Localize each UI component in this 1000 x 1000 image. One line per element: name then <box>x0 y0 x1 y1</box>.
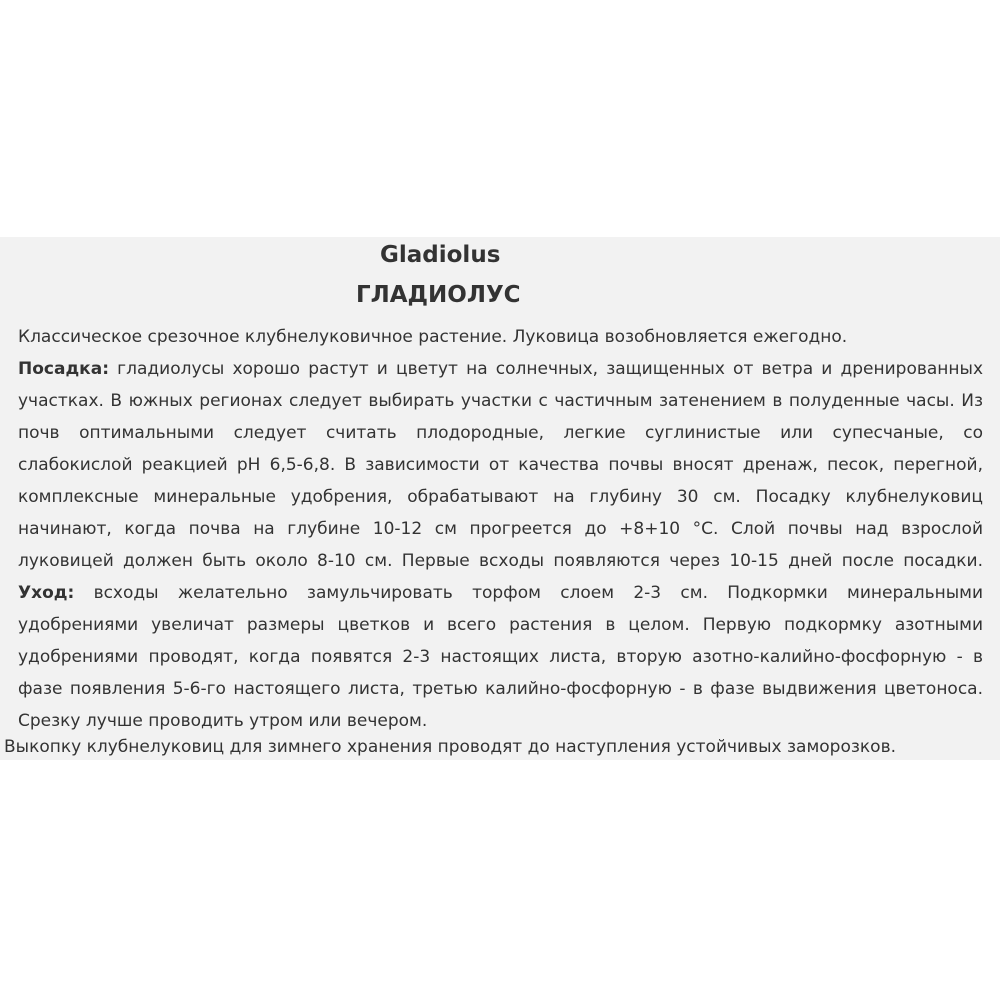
planting-line-1 <box>18 357 983 381</box>
care-line-5: Срезку лучше проводить утром или вечером. <box>18 711 428 731</box>
planting-line-2: участках. В южных регионах следует выбирать участки с частичным затенением в полуденные часы. Из <box>18 391 983 411</box>
care-line-1-text: всходы желательно замульчировать торфом слоем 2-3 см. Подкормки минеральными <box>93 583 983 603</box>
planting-line-1-text: гладиолусы хорошо растут и цветут на солнечных, защищенных от ветра и дренированных <box>117 359 983 379</box>
care-label: Уход: <box>18 583 75 603</box>
title-russian: ГЛАДИОЛУС <box>356 282 521 308</box>
care-line-4: фазе появления 5-6-го настоящего листа, третью калийно-фосфорную - в фазе выдвижения цветоноса. <box>18 679 983 699</box>
intro-text: Классическое срезочное клубнелуковичное растение. Луковица возобновляется ежегодно. <box>18 327 848 347</box>
planting-line-6: начинают, когда почва на глубине 10-12 см прогреется до +8+10 °С. Слой почвы над взрослой <box>18 519 983 539</box>
planting-line-7: луковицей должен быть около 8-10 см. Первые всходы появляются через 10-15 дней после посадки. <box>18 551 983 571</box>
planting-line-5: комплексные минеральные удобрения, обрабатывают на глубину 30 см. Посадку клубнелуковиц <box>18 487 983 507</box>
care-line-1 <box>18 581 983 605</box>
care-line-2: удобрениями увеличат размеры цветков и всего растения в целом. Первую подкормку азотными <box>18 615 983 635</box>
title-latin: Gladiolus <box>380 242 501 268</box>
storage-text: Выкопку клубнелуковиц для зимнего хранения проводят до наступления устойчивых заморозков. <box>4 737 897 757</box>
care-line-3: удобрениями проводят, когда появятся 2-3 настоящих листа, вторую азотно-калийно-фосфорную - в <box>18 647 983 667</box>
planting-line-4: слабокислой реакцией pH 6,5-6,8. В зависимости от качества почвы вносят дренаж, песок, перегной, <box>18 455 983 475</box>
planting-line-3: почв оптимальными следует считать плодородные, легкие суглинистые или супесчаные, со <box>18 423 983 443</box>
planting-label: Посадка: <box>18 359 109 379</box>
